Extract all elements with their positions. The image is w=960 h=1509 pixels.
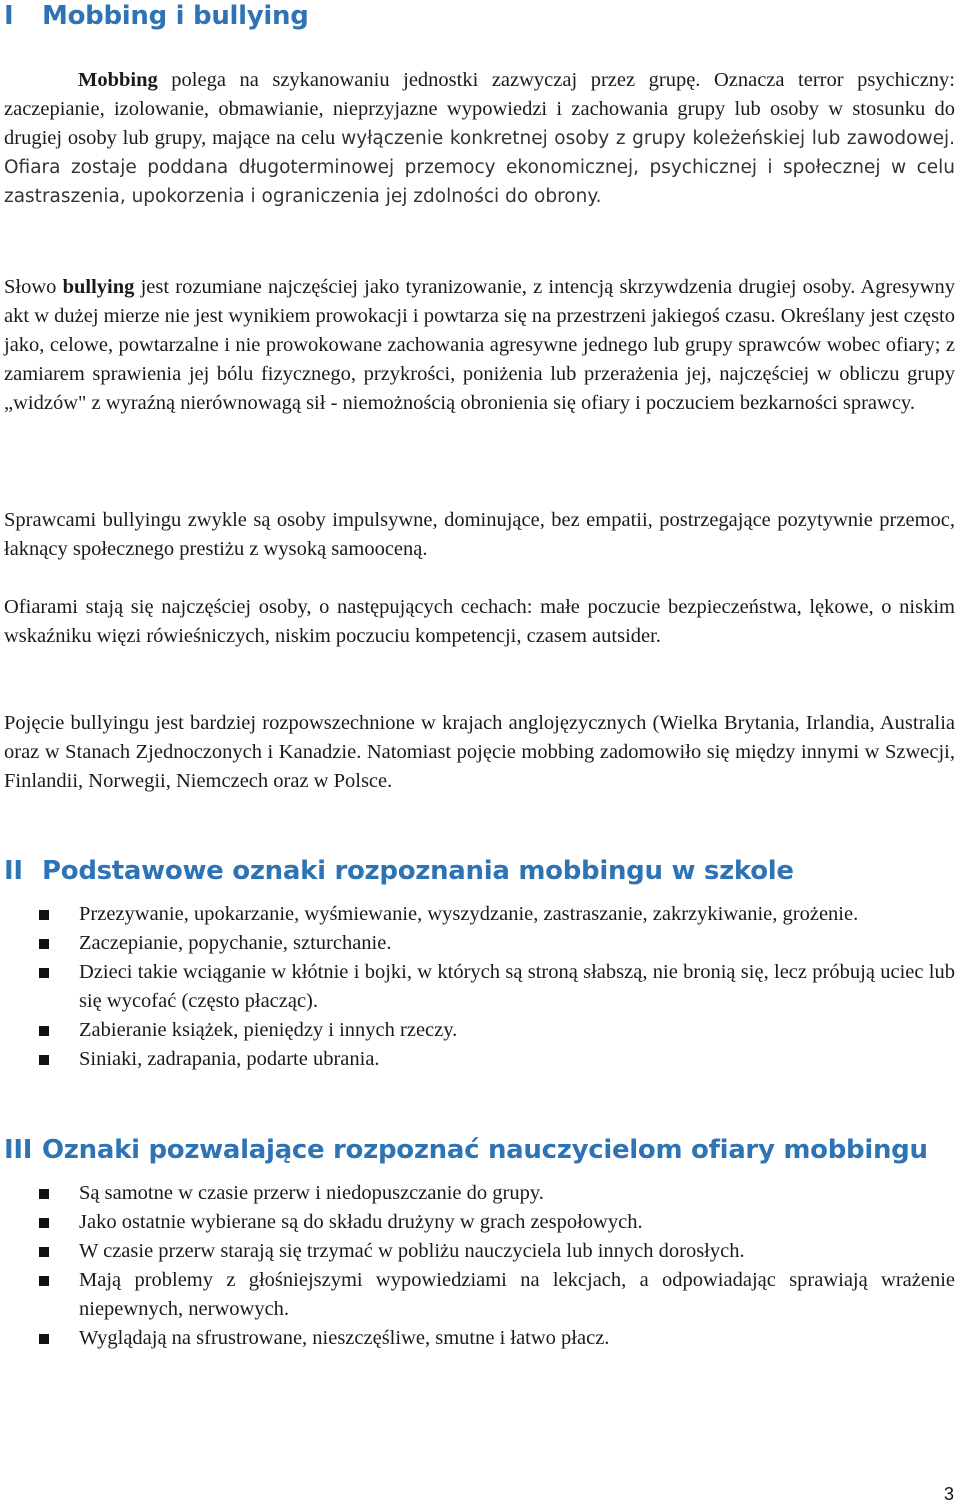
square-bullet-icon — [39, 910, 49, 920]
square-bullet-icon — [39, 968, 49, 978]
square-bullet-icon — [39, 1276, 49, 1286]
section-3-heading — [4, 1134, 928, 1166]
list-item: Są samotne w czasie przerw i niedopuszczanie do grupy. — [4, 1179, 955, 1208]
list-item: Siniaki, zadrapania, podarte ubrania. — [4, 1045, 955, 1074]
list-item: Mają problemy z głośniejszymi wypowiedziami na lekcjach, a odpowiadając sprawiają wrażenie niepewnych, nerwowych. — [4, 1266, 955, 1324]
section-2-list — [4, 900, 955, 1074]
bullying-definition-text: jest rozumiane najczęściej jako tyranizowanie, z intencją skrzywdzenia drugiej osoby. Agresywny akt w dużej mierze nie jest wynikiem prowokacji i powtarza się na przestrzeni jakiegoś czasu. Określany jest często jako, celowe, powtarzalne i nie prowokowane zachowania agresywne jednego lub grupy sprawców wobec ofiary; z zamiarem sprawienia jej bólu fizycznego, przykrości, poniżenia lub przerażenia jej, najczęściej w obliczu grupy „widzów" z wyraźną nierównowagą sił - niemożnością obronienia się ofiary i poczuciem bezkarności sprawcy. — [4, 276, 955, 414]
section-2-heading — [4, 855, 794, 887]
section-3-list — [4, 1179, 955, 1353]
section-1-title: Mobbing i bullying — [42, 1, 309, 31]
list-item: W czasie przerw starają się trzymać w pobliżu nauczyciela lub innych dorosłych. — [4, 1237, 955, 1266]
section-3-title: Oznaki pozwalające rozpoznać nauczycielom ofiary mobbingu — [42, 1135, 928, 1165]
section-2-number: II — [4, 856, 23, 886]
section-1-number: I — [4, 1, 14, 31]
square-bullet-icon — [39, 939, 49, 949]
list-item: Wyglądają na sfrustrowane, nieszczęśliwe, smutne i łatwo płacz. — [4, 1324, 955, 1353]
square-bullet-icon — [39, 1247, 49, 1257]
section-1-heading — [4, 0, 309, 32]
bullying-definition-paragraph — [4, 273, 955, 418]
square-bullet-icon — [39, 1026, 49, 1036]
list-item: Dzieci takie wciąganie w kłótnie i bojki, w których są stroną słabszą, nie bronią się, lecz próbują uciec lub się wycofać (często płacząc). — [4, 958, 955, 1016]
mobbing-definition-continuation: wyłączenie konkretnej osoby z grupy koleżeńskiej lub zawodowej. Ofiara zostaje poddana długoterminowej przemocy ekonomicznej, psychicznej i społecznej w celu zastraszenia, upokorzenia i ograniczenia jej zdolności do obrony. — [4, 128, 955, 207]
list-item: Przezywanie, upokarzanie, wyśmiewanie, wyszydzanie, zastraszanie, zakrzykiwanie, grożenie. — [4, 900, 955, 929]
bullying-intro: Słowo — [4, 276, 63, 298]
square-bullet-icon — [39, 1334, 49, 1344]
page-number: 3 — [943, 1484, 954, 1504]
square-bullet-icon — [39, 1055, 49, 1065]
list-item: Zabieranie książek, pieniędzy i innych rzeczy. — [4, 1016, 955, 1045]
perpetrators-paragraph: Sprawcami bullyingu zwykle są osoby impulsywne, dominujące, bez empatii, postrzegające pozytywnie przemoc, łaknący społecznego prestiżu z wysoką samooceną. — [4, 509, 955, 560]
list-item: Jako ostatnie wybierane są do składu drużyny w grach zespołowych. — [4, 1208, 955, 1237]
square-bullet-icon — [39, 1189, 49, 1199]
bullying-term: bullying — [62, 276, 135, 298]
terminology-paragraph: Pojęcie bullyingu jest bardziej rozpowszechnione w krajach anglojęzycznych (Wielka Brytania, Irlandia, Australia oraz w Stanach Zjednoczonych i Kanadzie. Natomiast pojęcie mobbing zadomowiło się między innymi w Szwecji, Finlandii, Norwegii, Niemczech oraz w Polsce. — [4, 712, 955, 792]
mobbing-term: Mobbing — [78, 69, 158, 91]
mobbing-definition-paragraph — [4, 66, 955, 211]
mobbing-definition-text: polega na szykanowaniu jednostki zazwyczaj przez grupę. Oznacza terror psychiczny: zaczepianie, izolowanie, obmawianie, nieprzyjazne wypowiedzi i zachowania grupy lub osoby w stosunku do drugiej osoby lub grupy, mające na celu — [4, 69, 955, 149]
victims-paragraph: Ofiarami stają się najczęściej osoby, o następujących cechach: małe poczucie bezpieczeństwa, lękowe, o niskim wskaźniku więzi rówieśniczych, niskim poczuciu kompetencji, czasem autsider. — [4, 596, 955, 647]
square-bullet-icon — [39, 1218, 49, 1228]
section-2-title: Podstawowe oznaki rozpoznania mobbingu w szkole — [42, 856, 794, 886]
list-item: Zaczepianie, popychanie, szturchanie. — [4, 929, 955, 958]
section-3-number: III — [4, 1135, 33, 1165]
